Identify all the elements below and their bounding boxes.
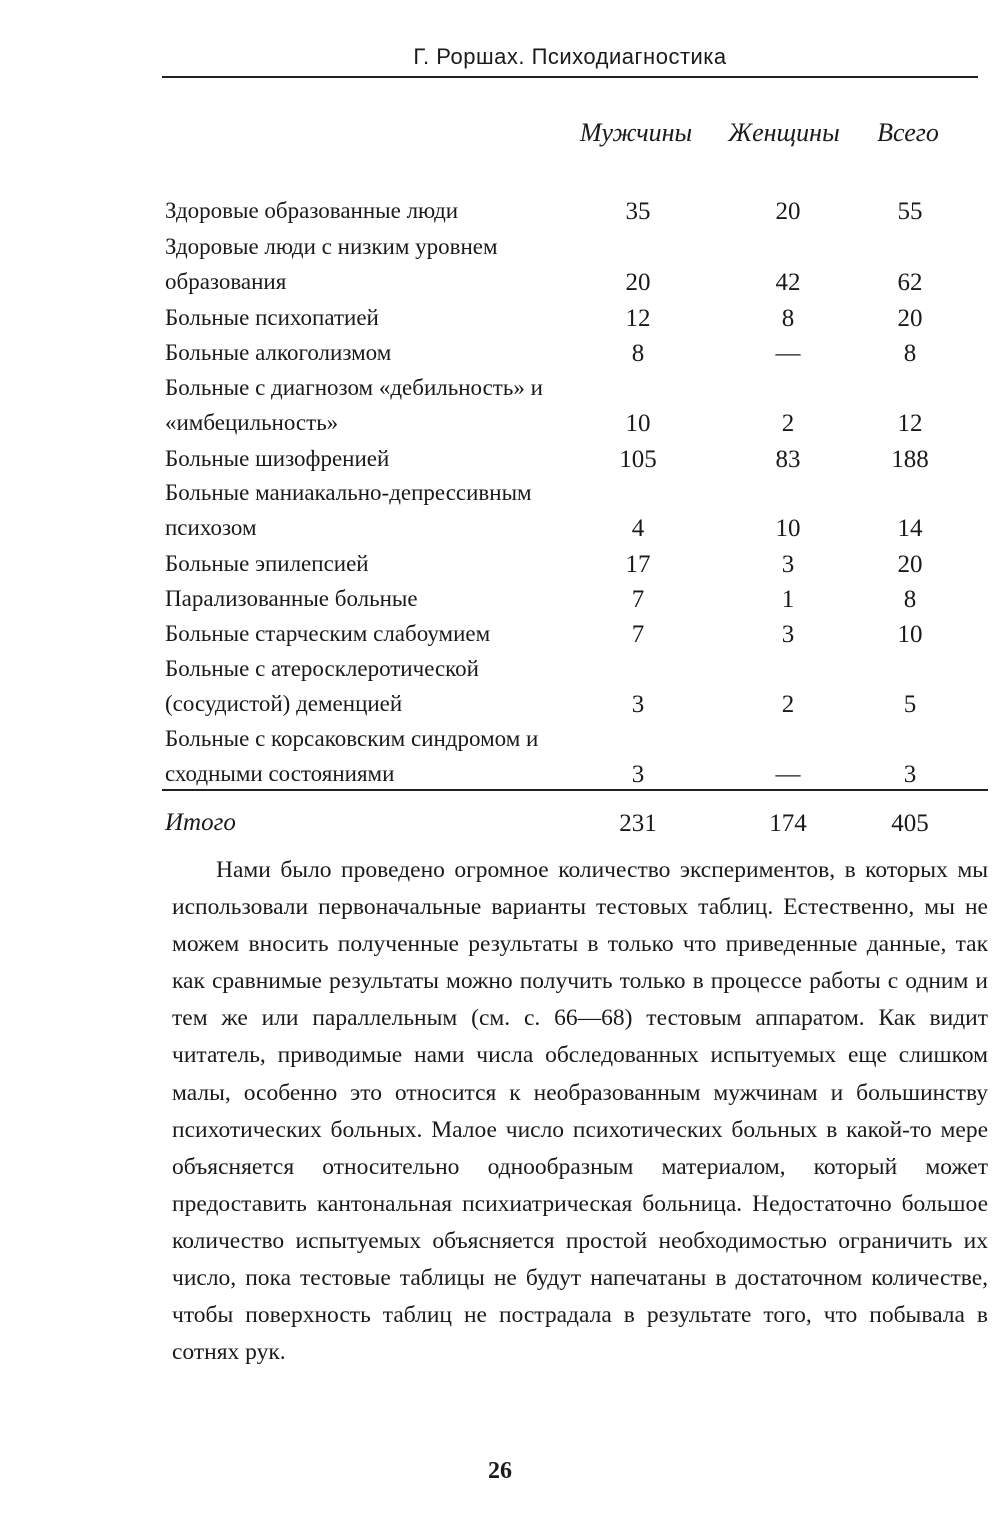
row-women: 20 [775,198,801,225]
table-rule [162,789,988,791]
table-row [165,546,985,581]
row-men: 3 [631,761,645,788]
row-label: Здоровые образованные люди [165,198,459,223]
total-label: Итого [165,809,236,836]
row-total: 3 [903,761,917,788]
row-men: 105 [619,446,657,473]
row-men: 17 [625,551,651,578]
row-women: 10 [775,515,801,542]
row-women: 1 [781,586,795,613]
row-men: 8 [631,340,645,367]
column-header-women: Женщины [728,118,840,147]
row-label: Больные с корсаковским синдромом и сходными состояниями [165,726,539,786]
row-label: Больные старческим слабоумием [165,621,491,646]
column-header-total: Всего [877,118,939,147]
table-row [165,721,985,791]
row-label: Больные с диагнозом «дебильность» и «имбецильность» [165,375,543,435]
row-label: Больные алкоголизмом [165,340,392,365]
row-total: 10 [897,621,923,648]
total-row [165,800,985,840]
row-total: 20 [897,305,923,332]
table-row [165,300,985,335]
row-men: 7 [631,586,645,613]
row-label: Больные маниакально-депрессивным психозом [165,480,532,540]
table-row [165,441,985,476]
row-total: 14 [897,515,923,542]
table-row [165,229,985,299]
row-women: 42 [775,269,801,296]
row-men: 7 [631,621,645,648]
column-header-men: Мужчины [579,118,693,147]
row-women: 83 [775,446,801,473]
table-row [165,370,985,440]
row-men: 12 [625,305,651,332]
total-women: 174 [769,810,807,837]
row-total: 8 [903,586,917,613]
table-row [165,651,985,721]
row-men: 10 [625,410,651,437]
row-total: 188 [891,446,929,473]
row-total: 62 [897,269,923,296]
total-all: 405 [891,810,929,837]
row-label: Больные с атеросклеротической (сосудистой) деменцией [165,656,479,716]
table-row [165,616,985,651]
row-total: 20 [897,551,923,578]
running-head: Г. Роршах. Психодиагностика [413,44,727,69]
row-total: 5 [903,691,917,718]
row-label: Парализованные больные [165,586,418,611]
row-women: 2 [781,410,795,437]
row-women: 3 [781,551,795,578]
row-women: 2 [781,691,795,718]
row-women: 3 [781,621,795,648]
row-women: 8 [781,305,795,332]
row-label: Здоровые люди с низким уровнем образования [165,234,498,294]
row-label: Больные шизофренией [165,446,390,471]
row-women: — [775,761,801,788]
row-men: 20 [625,269,651,296]
row-total: 55 [897,198,923,225]
row-men: 4 [631,515,645,542]
total-men: 231 [619,810,657,837]
row-men: 35 [625,198,651,225]
page-number: 26 [488,1458,512,1484]
table-row [165,581,985,616]
row-total: 12 [897,410,923,437]
row-total: 8 [903,340,917,367]
table-row [165,475,985,545]
table-row [165,192,985,228]
header-rule [162,76,978,78]
row-women: — [775,340,801,367]
row-men: 3 [631,691,645,718]
row-label: Больные эпилепсией [165,551,369,576]
body-paragraph: Нами было проведено огромное количество экспериментов, в которых мы использовали первоначальные варианты тестовых таблиц. Естественно, мы не можем вносить полученные результаты в только что приведенные данные, так как сравнимые результаты можно получить только в процессе работы с одним и тем же или параллельным (см. с. 66—68) тестовым аппаратом. Как видит читатель, приводимые нами числа обследованных испытуемых еще слишком малы, особенно это относится к необразованным мужчинам и большинству психотических больных. Малое число психотических больных в какой-то мере объясняется относительно однообразным материалом, который может предоставить кантональная психиатрическая больница. Недостаточно большое количество испытуемых объясняется простой необходимостью ограничить их число, пока тестовые таблицы не будут напечатаны в достаточном количестве, чтобы поверхность таблиц не пострадала в результате того, что побывала в сотнях рук. [172,857,988,1366]
table-row [165,335,985,370]
row-label: Больные психопатией [165,305,379,330]
